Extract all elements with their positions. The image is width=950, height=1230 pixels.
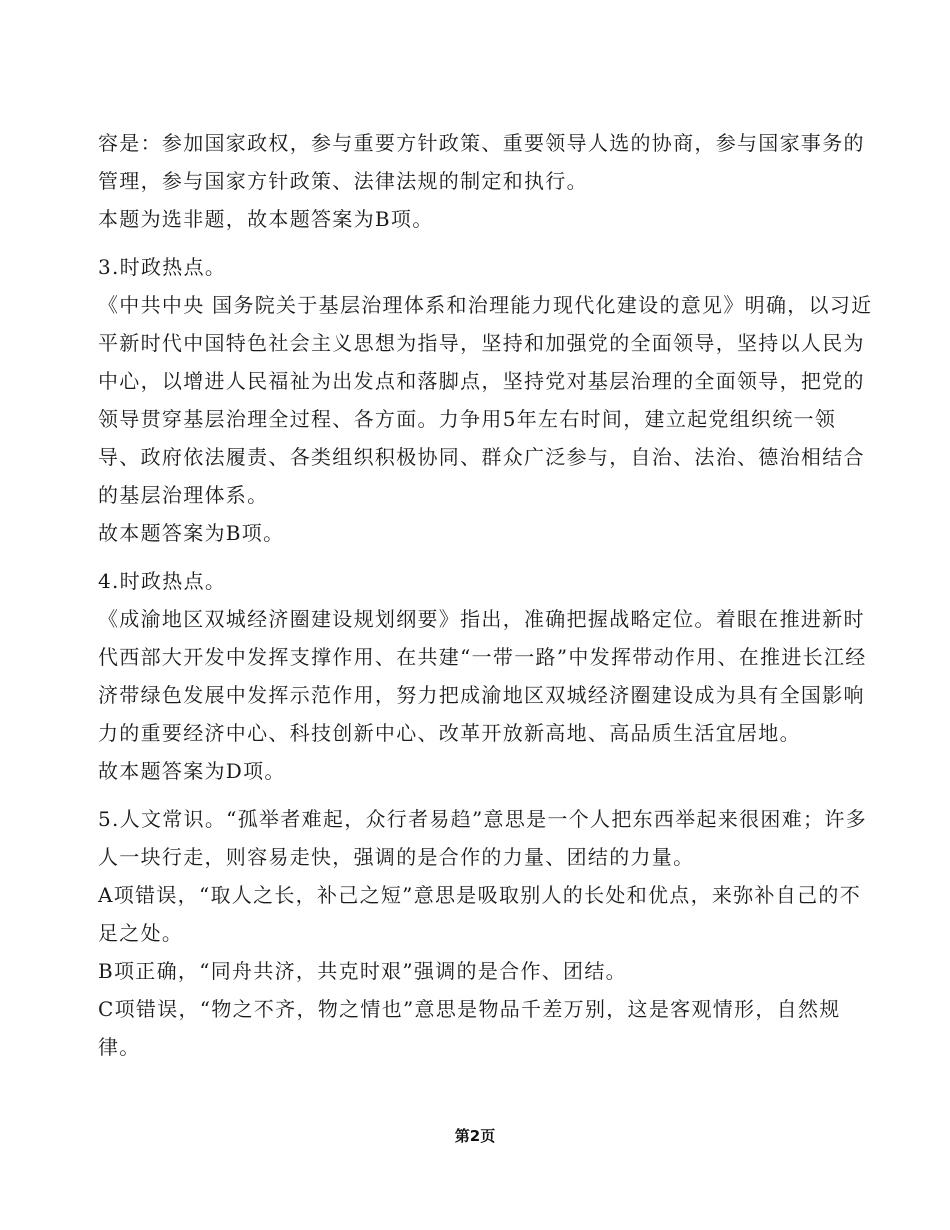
question-heading-3: 3.时政热点。 — [98, 255, 227, 279]
paragraph-continuation: 容是：参加国家政权，参与重要方针政策、重要领导人选的协商，参与国家事务的管理，参与国家方针政策、法律法规的制定和执行。 — [98, 131, 865, 193]
option-a-explanation: A项错误，“取人之长，补己之短”意思是吸取别人的长处和优点，来弥补自己的不足之处。 — [98, 883, 861, 945]
answer-line-q3: 故本题答案为B项。 — [98, 521, 285, 545]
document-body — [98, 124, 873, 1066]
question-heading-5: 5.人文常识。“孤举者难起，众行者易趋”意思是一个人把东西举起来很困难；许多人一块行走，则容易走快，强调的是合作的力量、团结的力量。 — [98, 807, 867, 869]
answer-line-q4: 故本题答案为D项。 — [98, 759, 286, 783]
answer-line-q2: 本题为选非题，故本题答案为B项。 — [98, 207, 434, 231]
page-number: 第2页 — [454, 1127, 496, 1145]
option-c-explanation: C项错误，“物之不齐，物之情也”意思是物品千差万别，这是客观情形，自然规律。 — [98, 997, 841, 1059]
explanation-q3: 《中共中央 国务院关于基层治理体系和治理能力现代化建设的意见》明确，以习近平新时代中国特色社会主义思想为指导，坚持和加强党的全面领导，坚持以人民为中心，以增进人民福祉为出发点和落脚点，坚持党对基层治理的全面领导，把党的领导贯穿基层治理全过程、各方面。力争用5年左右时间，建立起党组织统一领导、政府依法履责、各类组织积极协同、群众广泛参与，自治、法治、德治相结合的基层治理体系。 — [98, 293, 873, 507]
option-b-explanation: B项正确，“同舟共济，共克时艰”强调的是合作、团结。 — [98, 959, 627, 983]
explanation-q4: 《成渝地区双城经济圈建设规划纲要》指出，准确把握战略定位。着眼在推进新时代西部大开发中发挥支撑作用、在共建“一带一路”中发挥带动作用、在推进长江经济带绿色发展中发挥示范作用，努力把成渝地区双城经济圈建设成为具有全国影响力的重要经济中心、科技创新中心、改革开放新高地、高品质生活宜居地。 — [98, 607, 867, 745]
question-heading-4: 4.时政热点。 — [98, 569, 227, 593]
